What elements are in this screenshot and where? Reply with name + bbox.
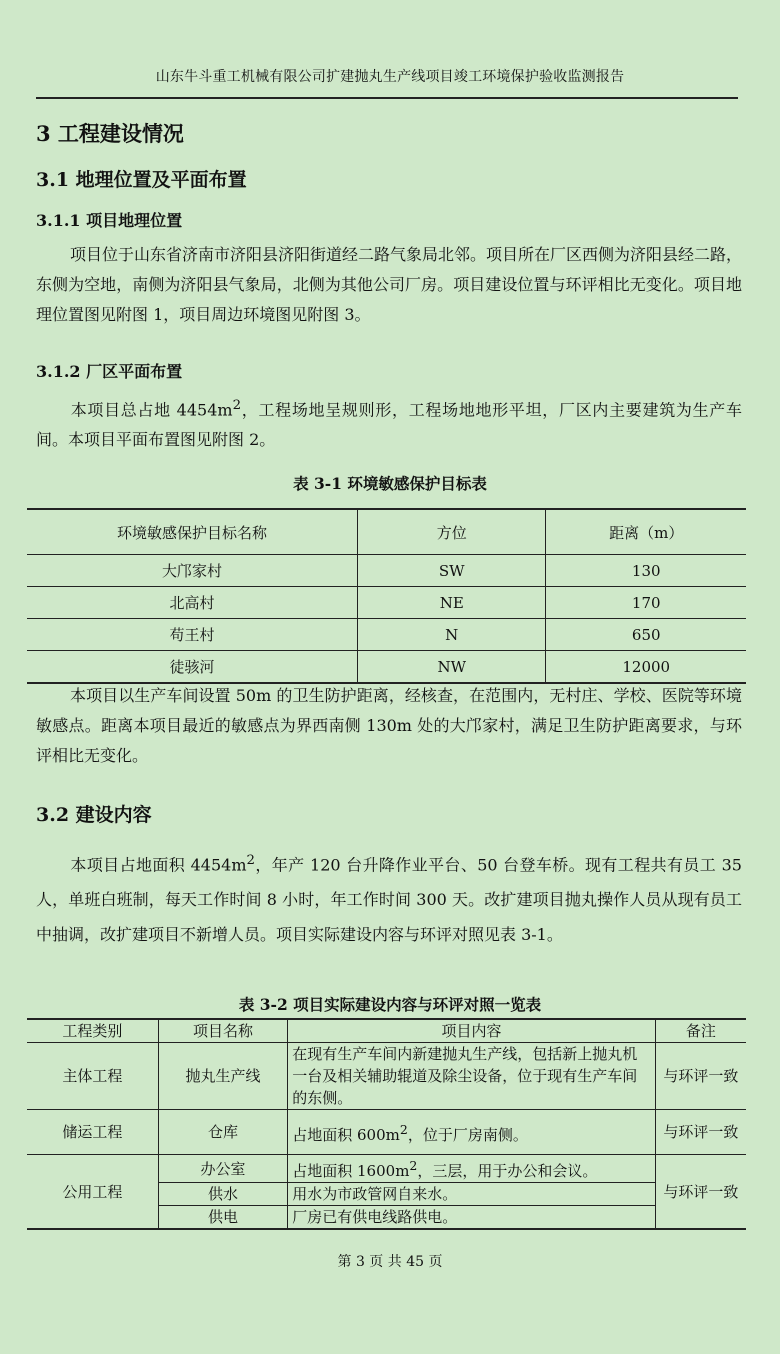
table-cell: 与环评一致 [655, 1043, 746, 1110]
table-header-cell: 项目名称 [158, 1019, 288, 1043]
table-3-2-caption: 表 3-2 项目实际建设内容与环评对照一览表 [238, 995, 542, 1014]
table-header-cell: 距离（m） [546, 509, 746, 555]
table-header-cell: 工程类别 [27, 1019, 158, 1043]
paragraph-layout [36, 391, 742, 455]
table-3-1-caption: 表 3-1 环境敏感保护目标表 [293, 474, 487, 493]
table-cell: NW [357, 651, 545, 684]
paragraph-construction-text-a: 本项目占地面积 4454m [70, 855, 247, 875]
table-cell: 与环评一致 [655, 1110, 746, 1155]
table-row [27, 1155, 746, 1183]
table-row [27, 651, 746, 684]
sensitive-targets-table [27, 508, 746, 684]
superscript: 2 [399, 1121, 408, 1137]
superscript: 2 [232, 398, 242, 413]
section-3-1-1-title: 3.1.1 项目地理位置 [36, 211, 183, 230]
table-row [27, 619, 746, 651]
table-cell: 130 [546, 555, 746, 587]
table-row [27, 587, 746, 619]
table-header-cell: 方位 [357, 509, 545, 555]
paragraph-construction [36, 843, 742, 952]
table-row [27, 555, 746, 587]
table-cell: 用水为市政管网自来水。 [288, 1183, 656, 1206]
cell-text: ，位于厂房南侧。 [407, 1125, 528, 1144]
paragraph-protection-text: 本项目以生产车间设置 50m 的卫生防护距离，经核查，在范围内，无村庄、学校、医院等环境敏感点。距离本项目最近的敏感点为界西南侧 130m 处的大邝家村，满足卫生防护距离要求，与环评相比无变化。 [36, 686, 742, 765]
table-cell [288, 1110, 656, 1155]
paragraph-layout-text-b: ，工程场地呈规则形，工程场地地形平坦，厂区内主要建筑为生产车间。本项目平面布置图见附图 2。 [36, 400, 742, 450]
table-cell: 170 [546, 587, 746, 619]
table-cell: 徒骇河 [169, 658, 215, 676]
table-cell: 主体工程 [27, 1043, 158, 1110]
cell-text: 占地面积 600m [292, 1125, 400, 1144]
cell-text: ，三层，用于办公和会议。 [417, 1162, 598, 1180]
paragraph-location-text: 项目位于山东省济南市济阳县济阳街道经二路气象局北邻。项目所在厂区西侧为济阳县经二路，东侧为空地，南侧为济阳县气象局，北侧为其他公司厂房。项目建设位置与环评相比无变化。项目地理位置图见附图 1，项目周边环境图见附图 3。 [36, 245, 743, 324]
table-cell: 供水 [158, 1183, 288, 1206]
table-header-cell: 备注 [655, 1019, 746, 1043]
running-header: 山东牛斗重工机械有限公司扩建抛丸生产线项目竣工环境保护验收监测报告 [155, 69, 625, 85]
construction-comparison-table [27, 1018, 746, 1230]
paragraph-construction-text-b: ，年产 120 台升降作业平台、50 台登车桥。现有工程共有员工 35 人，单班白班制，每天工作时间 8 小时，年工作时间 300 天。改扩建项目抛丸操作人员从现有员工中抽调，改扩建项目不新增人员。项目实际建设内容与环评对照见表 3-1。 [36, 855, 742, 945]
paragraph-location [36, 240, 742, 330]
table-cell: 苟王村 [27, 619, 357, 651]
table-cell: 储运工程 [27, 1110, 158, 1155]
table-cell: 办公室 [158, 1155, 288, 1183]
table-cell: NE [357, 587, 545, 619]
chapter-title: 3 工程建设情况 [36, 121, 184, 146]
table-cell: SW [357, 555, 545, 587]
table-header-cell: 环境敏感保护目标名称 [27, 509, 357, 555]
table-cell [288, 1155, 656, 1183]
table-row [27, 1043, 746, 1110]
table-cell: 公用工程 [27, 1155, 158, 1230]
table-header-row [27, 1019, 746, 1043]
section-3-2-title: 3.2 建设内容 [36, 804, 152, 826]
table-cell: 12000 [546, 651, 746, 684]
table-cell: 供电 [158, 1206, 288, 1230]
table-cell: N [357, 619, 545, 651]
superscript: 2 [246, 853, 255, 868]
table-cell: 在现有生产车间内新建抛丸生产线，包括新上抛丸机一台及相关辅助辊道及除尘设备，位于现有生产车间的东侧。 [288, 1043, 656, 1110]
table-cell: 与环评一致 [655, 1155, 746, 1230]
table-row [27, 1110, 746, 1155]
section-3-1-title: 3.1 地理位置及平面布置 [36, 169, 247, 191]
table-cell: 厂房已有供电线路供电。 [288, 1206, 656, 1230]
table-cell: 北高村 [27, 587, 357, 619]
table-cell: 抛丸生产线 [158, 1043, 288, 1110]
table-header-row [27, 509, 746, 555]
table-cell: 大邝家村 [27, 555, 357, 587]
page-footer: 第 3 页 共 45 页 [337, 1254, 443, 1270]
section-3-1-2-title: 3.1.2 厂区平面布置 [36, 362, 183, 381]
superscript: 2 [409, 1158, 418, 1173]
table-cell: 仓库 [158, 1110, 288, 1155]
cell-text: 占地面积 1600m [292, 1162, 410, 1180]
paragraph-protection-distance [36, 681, 742, 771]
table-cell: 650 [546, 619, 746, 651]
header-rule [36, 97, 738, 99]
paragraph-layout-text-a: 本项目总占地 4454m [70, 400, 233, 420]
table-header-cell: 项目内容 [288, 1019, 656, 1043]
